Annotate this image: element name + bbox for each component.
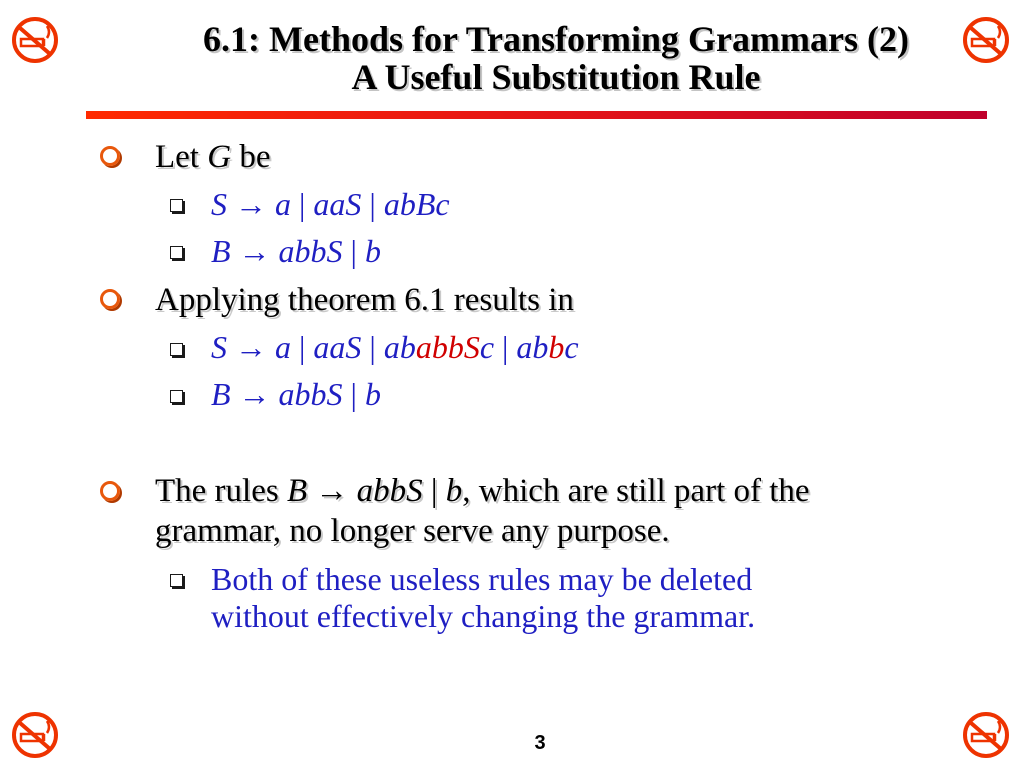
title-line-2: A Useful Substitution Rule [351,57,761,97]
sub-bullet-marker [170,199,183,212]
bullet-marker [100,481,120,501]
sub-bullet-2-1: S → a | aaS | ababbSc | abbc [211,329,579,365]
bullet-1-text: Let G be [155,139,271,175]
no-smoking-icon [11,16,59,64]
bullet-3-line-1: The rules B → abbS | b, which are still part of the [155,473,810,509]
sub-bullet-marker [170,246,183,259]
title-line-1: 6.1: Methods for Transforming Grammars (2) [203,19,909,59]
bullet-marker [100,146,120,166]
sub-bullet-3-1-line-2: without effectively changing the grammar. [211,598,756,634]
sub-bullet-1-2: B → abbS | b [211,233,381,269]
sub-bullet-1-1: S → a | aaS | abBc [211,186,450,222]
bullet-3-line-2: grammar, no longer serve any purpose. [155,513,670,549]
bullet-2-text: Applying theorem 6.1 results in [155,282,574,318]
no-smoking-icon [962,711,1010,759]
bullet-marker [100,289,120,309]
slide-title [80,20,1024,96]
title-divider [86,111,987,119]
sub-bullet-3-1-line-1: Both of these useless rules may be deleted [211,561,753,597]
sub-bullet-marker [170,390,183,403]
sub-bullet-2-2: B → abbS | b [211,376,381,412]
sub-bullet-marker [170,574,183,587]
page-number: 3 [534,732,546,754]
sub-bullet-marker [170,343,183,356]
no-smoking-icon [11,711,59,759]
